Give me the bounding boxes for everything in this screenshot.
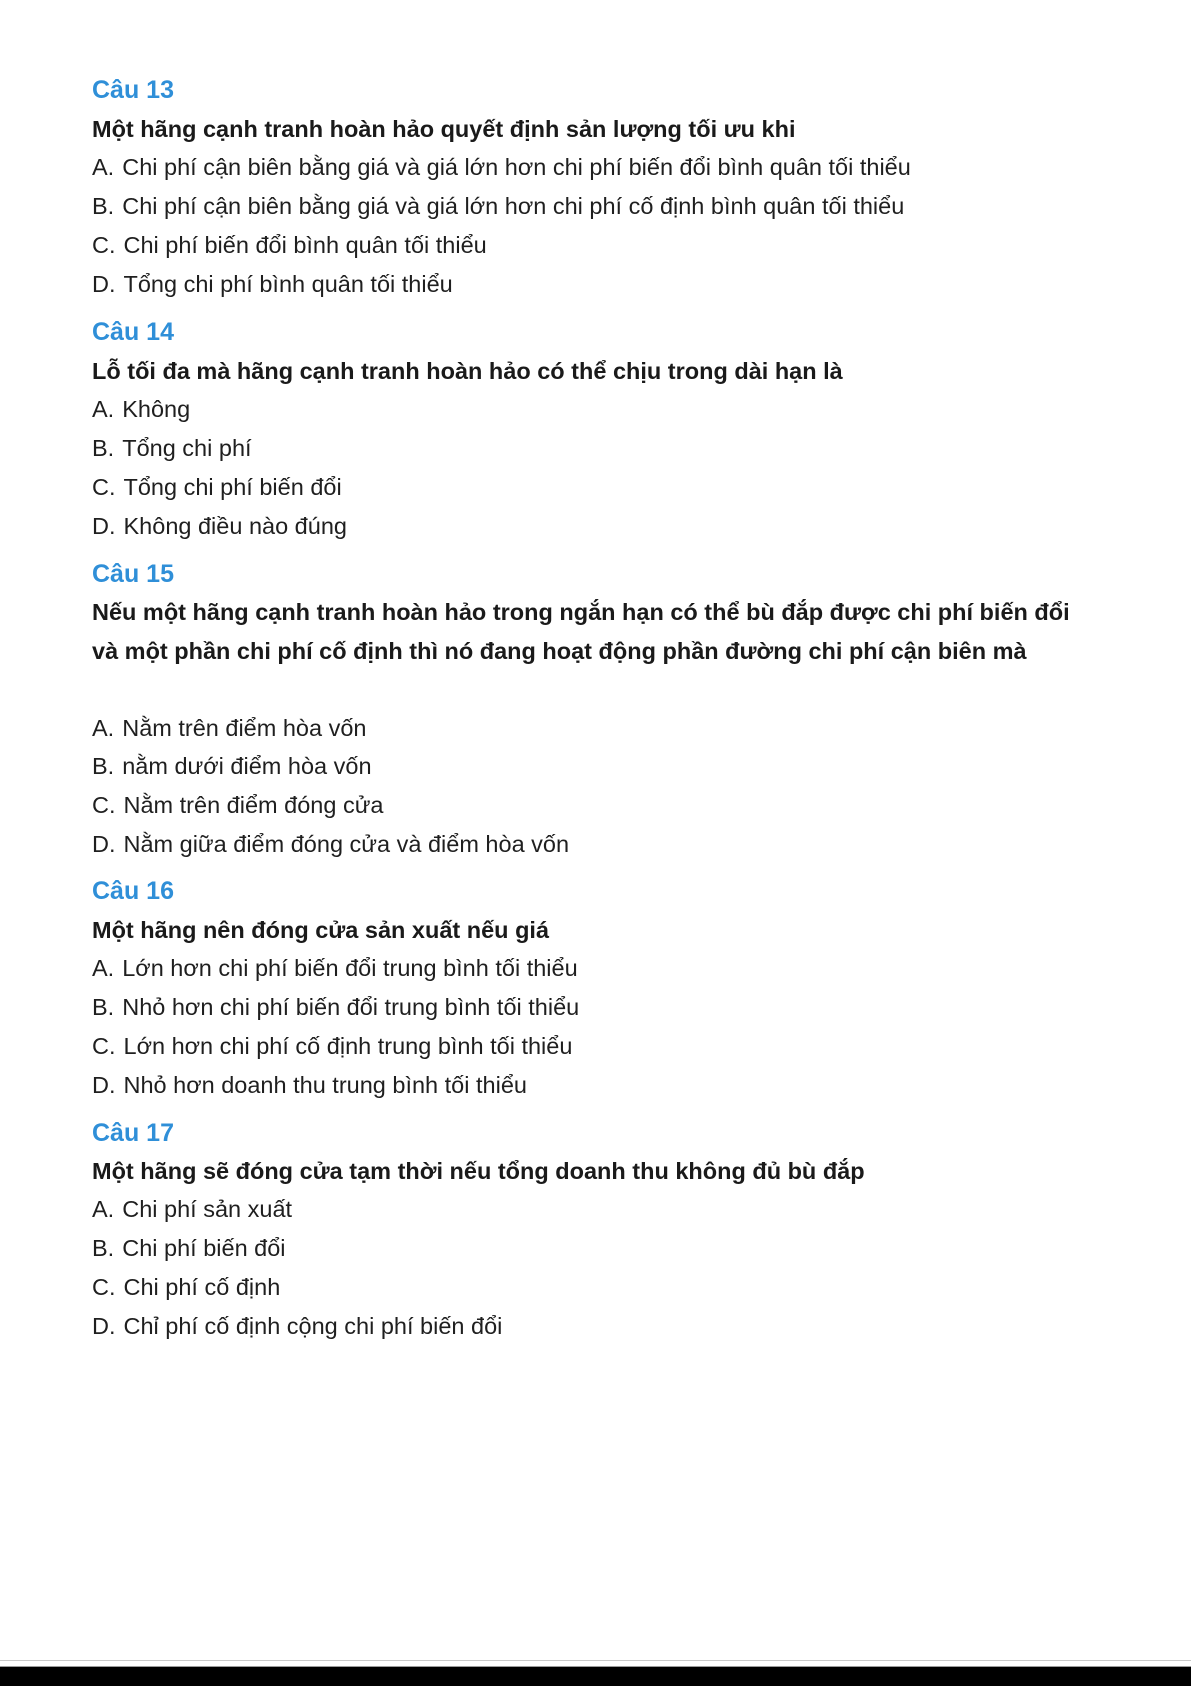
question-15-title: Câu 15	[92, 560, 174, 588]
question-13-title: Câu 13	[92, 76, 174, 104]
option-text: Chỉ phí cố định cộng chi phí biến đổi	[123, 1313, 503, 1339]
option-text: Nằm trên điểm đóng cửa	[123, 792, 384, 818]
option-letter: D.	[92, 513, 116, 539]
question-15-option-c	[92, 790, 384, 820]
question-15-option-a	[92, 713, 366, 743]
option-letter: D.	[92, 831, 116, 857]
option-text: Chi phí cận biên bằng giá và giá lớn hơn chi phí biến đổi bình quân tối thiểu	[122, 154, 911, 180]
option-text: Nhỏ hơn doanh thu trung bình tối thiểu	[123, 1072, 527, 1098]
option-text: Nằm trên điểm hòa vốn	[122, 715, 367, 741]
option-text: Tổng chi phí	[122, 435, 252, 461]
option-text: Tổng chi phí bình quân tối thiểu	[123, 271, 453, 297]
option-text: Tổng chi phí biến đổi	[123, 474, 342, 500]
question-17-option-d	[92, 1311, 502, 1341]
question-16-title: Câu 16	[92, 877, 174, 905]
option-text: Chi phí sản xuất	[122, 1196, 293, 1222]
question-16-option-b	[92, 992, 579, 1022]
option-letter: B.	[92, 994, 115, 1020]
question-15-text: Nếu một hãng cạnh tranh hoàn hảo trong ngắn hạn có thể bù đắp được chi phí biến đổi và một phần chi phí cố định thì nó đang hoạt động phần đường chi phí cận biên mà	[92, 599, 1070, 664]
option-letter: A.	[92, 715, 115, 741]
question-13-option-b	[92, 191, 904, 221]
option-text: Chi phí cố định	[123, 1274, 281, 1300]
question-17-option-a	[92, 1194, 292, 1224]
option-letter: B.	[92, 753, 115, 779]
option-text: Không điều nào đúng	[123, 513, 347, 539]
question-16-text: Một hãng nên đóng cửa sản xuất nếu giá	[92, 917, 550, 943]
question-14-option-d	[92, 511, 347, 541]
option-text: Nằm giữa điểm đóng cửa và điểm hòa vốn	[123, 831, 570, 857]
question-15-option-d	[92, 829, 569, 859]
option-letter: C.	[92, 474, 116, 500]
question-17-text: Một hãng sẽ đóng cửa tạm thời nếu tổng doanh thu không đủ bù đắp	[92, 1158, 865, 1184]
option-letter: A.	[92, 1196, 115, 1222]
option-letter: C.	[92, 1033, 116, 1059]
option-letter: D.	[92, 271, 116, 297]
question-14-option-c	[92, 472, 342, 502]
question-13-option-a	[92, 152, 911, 182]
question-16-option-d	[92, 1070, 527, 1100]
option-text: Nhỏ hơn chi phí biến đổi trung bình tối thiểu	[122, 994, 580, 1020]
option-letter: C.	[92, 232, 116, 258]
question-15-option-b	[92, 751, 372, 781]
question-14-text: Lỗ tối đa mà hãng cạnh tranh hoàn hảo có thể chịu trong dài hạn là	[92, 358, 843, 384]
option-text: Lớn hơn chi phí biến đổi trung bình tối thiểu	[122, 955, 578, 981]
option-letter: B.	[92, 435, 115, 461]
question-14-title: Câu 14	[92, 318, 174, 346]
option-letter: A.	[92, 396, 115, 422]
option-text: Lớn hơn chi phí cố định trung bình tối thiểu	[123, 1033, 573, 1059]
question-14-option-a	[92, 394, 190, 424]
question-16-option-c	[92, 1031, 572, 1061]
question-17-title: Câu 17	[92, 1119, 174, 1147]
question-13-option-c	[92, 230, 487, 260]
option-letter: C.	[92, 1274, 116, 1300]
option-letter: A.	[92, 154, 115, 180]
option-letter: D.	[92, 1072, 116, 1098]
option-letter: D.	[92, 1313, 116, 1339]
option-text: Không	[122, 396, 191, 422]
question-14-option-b	[92, 433, 252, 463]
question-13-option-d	[92, 269, 453, 299]
option-letter: B.	[92, 193, 115, 219]
question-16-option-a	[92, 953, 578, 983]
option-letter: A.	[92, 955, 115, 981]
page-bottom-bar	[0, 1666, 1191, 1686]
question-17-option-b	[92, 1233, 286, 1263]
question-13-text: Một hãng cạnh tranh hoàn hảo quyết định sản lượng tối ưu khi	[92, 116, 796, 142]
question-17-option-c	[92, 1272, 280, 1302]
option-text: Chi phí cận biên bằng giá và giá lớn hơn chi phí cố định bình quân tối thiểu	[122, 193, 905, 219]
option-text: Chi phí biến đổi	[122, 1235, 286, 1261]
option-text: Chi phí biến đổi bình quân tối thiểu	[123, 232, 487, 258]
option-letter: B.	[92, 1235, 115, 1261]
page-bottom-divider	[0, 1660, 1191, 1661]
option-text: nằm dưới điểm hòa vốn	[122, 753, 372, 779]
option-letter: C.	[92, 792, 116, 818]
